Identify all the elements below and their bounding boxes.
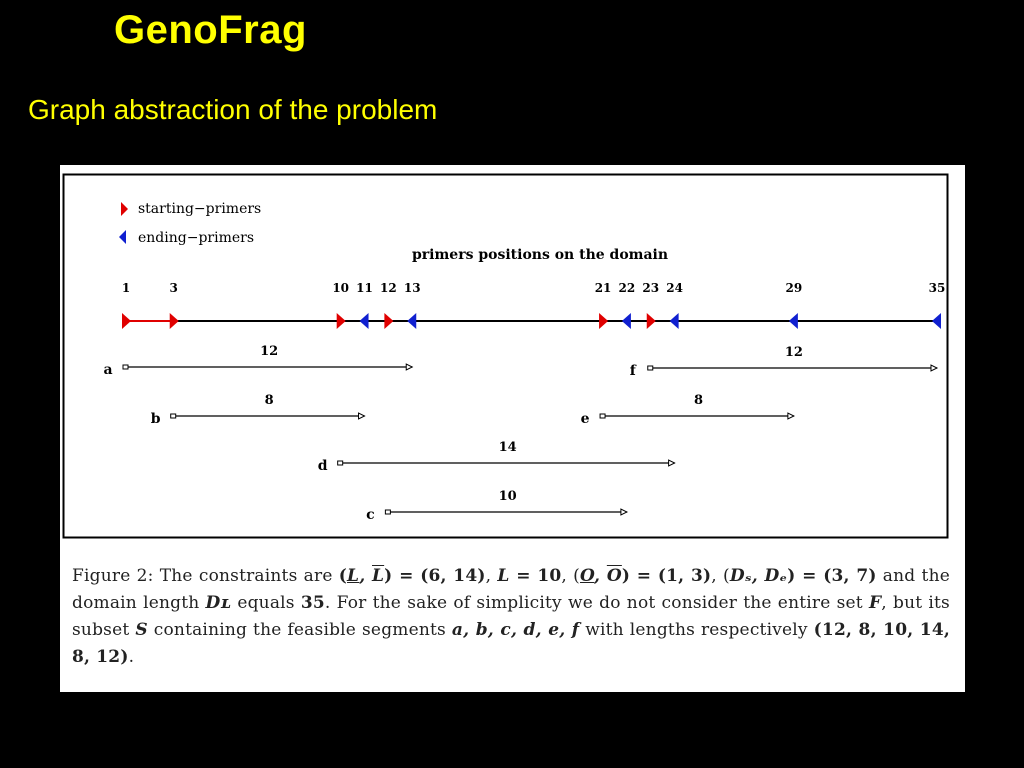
- caption-math: L: [497, 566, 510, 586]
- caption-value: 35: [300, 593, 325, 613]
- segment-name-d: d: [317, 458, 328, 474]
- caption-text: with lengths respectively: [579, 620, 814, 640]
- caption-text: ,: [485, 566, 498, 586]
- primer-label-11: 11: [356, 281, 373, 295]
- segment-start-b: [171, 414, 176, 418]
- primer-marker-23: [647, 313, 656, 329]
- segment-name-e: e: [580, 411, 590, 427]
- primer-label-21: 21: [594, 281, 612, 295]
- segment-start-d: [338, 461, 343, 465]
- segment-length-f: 12: [784, 345, 803, 360]
- diagram-frame: [64, 175, 948, 538]
- segment-end-d: [669, 460, 675, 466]
- caption-value: = (6, 14): [392, 566, 486, 586]
- segment-length-a: 12: [260, 344, 279, 359]
- caption-text: , (: [561, 566, 581, 586]
- primer-marker-12: [384, 313, 393, 329]
- caption-math: Dₛ, Dₑ: [729, 566, 788, 586]
- primer-label-10: 10: [332, 281, 350, 295]
- primer-label-22: 22: [618, 281, 636, 295]
- caption-text: equals: [231, 593, 301, 613]
- segment-end-a: [406, 364, 412, 370]
- primer-label-13: 13: [403, 281, 421, 295]
- segment-length-e: 8: [693, 393, 703, 408]
- primer-label-24: 24: [666, 281, 683, 295]
- caption-text: .: [128, 647, 135, 667]
- caption-value: = 10: [509, 566, 562, 586]
- primer-marker-21: [599, 313, 608, 329]
- segment-start-c: [385, 510, 390, 514]
- primer-marker-35: [932, 313, 941, 329]
- primer-diagram: [60, 165, 965, 555]
- primer-label-29: 29: [785, 281, 803, 295]
- primer-label-1: 1: [121, 281, 131, 295]
- legend-ending-marker: [119, 230, 126, 244]
- legend-ending-label: ending−primers: [138, 230, 255, 246]
- legend-starting-marker: [121, 202, 128, 216]
- caption-math: F: [868, 593, 882, 613]
- caption-math: S: [135, 620, 148, 640]
- segment-name-b: b: [150, 411, 161, 427]
- segment-end-e: [788, 413, 794, 419]
- primer-marker-11: [360, 313, 369, 329]
- caption-math: O, $\overline{O}$: [580, 566, 622, 586]
- segment-start-f: [648, 366, 653, 370]
- primer-marker-29: [789, 313, 798, 329]
- primer-marker-22: [622, 313, 631, 329]
- legend-starting-label: starting−primers: [138, 201, 262, 217]
- primer-marker-13: [407, 313, 416, 329]
- segment-length-b: 8: [264, 393, 274, 408]
- caption-text: , but its subset: [72, 593, 950, 640]
- caption-text: , (: [711, 566, 730, 586]
- segment-length-d: 14: [498, 440, 517, 455]
- caption-text: and the domain length: [72, 566, 950, 613]
- caption-math: (L, $\overline{L}$): [338, 566, 393, 586]
- caption-value: ) = (3, 7): [787, 566, 877, 586]
- figure-caption: [72, 563, 950, 671]
- figure-panel: [60, 165, 965, 692]
- primer-marker-10: [337, 313, 346, 329]
- slide-subtitle: Graph abstraction of the problem: [28, 94, 438, 125]
- segment-name-c: c: [366, 507, 375, 523]
- segment-end-b: [359, 413, 365, 419]
- caption-value: ) = (1, 3): [621, 566, 712, 586]
- segment-start-e: [600, 414, 605, 418]
- primer-marker-24: [670, 313, 679, 329]
- primer-label-3: 3: [169, 281, 178, 295]
- domain-label: primers positions on the domain: [412, 247, 669, 263]
- segment-name-a: a: [103, 362, 113, 378]
- segment-length-c: 10: [498, 489, 517, 504]
- slide-title: GenoFrag: [114, 8, 307, 52]
- primer-label-23: 23: [642, 281, 660, 295]
- caption-value: (12, 8, 10, 14, 8, 12): [72, 620, 950, 667]
- segment-end-f: [931, 365, 937, 371]
- primer-label-12: 12: [380, 281, 397, 295]
- caption-text: Figure 2: The constraints are: [72, 566, 339, 586]
- segment-layer: [103, 344, 937, 523]
- segment-start-a: [123, 365, 128, 369]
- caption-text: containing the feasible segments: [147, 620, 452, 640]
- segment-end-c: [621, 509, 627, 515]
- primer-label-35: 35: [928, 281, 946, 295]
- caption-math: a, b, c, d, e, f: [451, 620, 580, 640]
- caption-math: Dʟ: [205, 593, 232, 613]
- caption-text: . For the sake of simplicity we do not consider the entire set: [324, 593, 869, 613]
- segment-name-f: f: [629, 363, 636, 379]
